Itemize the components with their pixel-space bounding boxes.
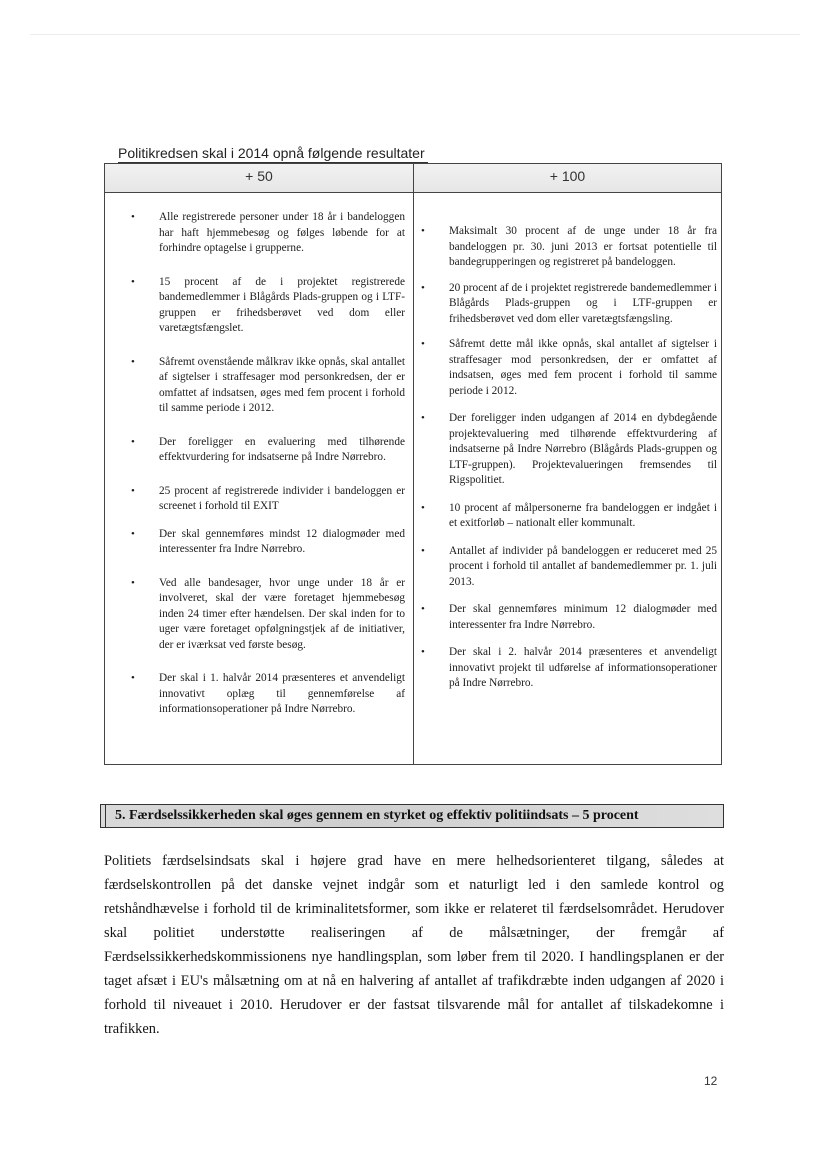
section-heading-box — [100, 804, 724, 828]
bullet-icon: • — [421, 412, 425, 424]
list-item-text: 15 procent af de i projektet registrerede bandemedlemmer i Blågårds Plads-gruppen og i LTF-gruppen er frihedsberøvet ved dom eller varetægtsfængslet. — [159, 275, 405, 334]
list-item-text: 10 procent af målpersonerne fra bandeloggen er indgået i et exitforløb – nationalt eller kommunalt. — [449, 501, 717, 529]
list-item-text: Der skal gennemføres minimum 12 dialogmøder med interessenter fra Indre Nørrebro. — [449, 603, 717, 631]
list-item-text: Såfremt dette mål ikke opnås, skal antallet af sigtelser i straffesager mod personkredsen, der er omfattet af indsatsen, øges med fem procent i forhold til samme periode i 2012. — [449, 338, 717, 397]
list-item — [129, 527, 405, 558]
bullet-icon: • — [131, 435, 135, 448]
list-item — [419, 224, 717, 271]
column-header-plus-100: + 100 — [549, 168, 586, 184]
list-item-text: Der foreligger en evaluering med tilhørende effektvurdering for indsatserne på Indre Nørrebro. — [159, 435, 405, 463]
list-item-text: Såfremt ovenstående målkrav ikke opnås, skal antallet af sigtelser i straffesager mod personkredsen, der er omfattet af indsatsen, øges med fem procent i forhold til samme periode i 2012. — [159, 355, 405, 414]
list-item-text: Der skal i 1. halvår 2014 præsenteres et anvendeligt innovativt oplæg til gennemførelse af informationsoperationer på Indre Nørrebro. — [159, 672, 405, 715]
page-number: 12 — [704, 1074, 718, 1088]
list-item-text: Ved alle bandesager, hvor unge under 18 år er involveret, skal der være foretaget hjemmebesøg inden 24 timer efter hændelsen. Der skal inden for to uger være foretaget opfølgningstjek af de initiativer, der er iværksat ved første besøg. — [159, 576, 405, 651]
left-bullet-list — [129, 210, 405, 718]
list-item — [419, 411, 717, 489]
bullet-icon: • — [131, 275, 135, 288]
list-item — [419, 337, 717, 399]
bullet-icon: • — [421, 646, 425, 658]
list-item — [419, 602, 717, 633]
list-item-text: 20 procent af de i projektet registrerede bandemedlemmer i Blågårds Plads-gruppen og i LTF-gruppen er frihedsberøvet ved dom eller varetægtsfængsling. — [449, 281, 717, 325]
list-item — [419, 544, 717, 591]
list-item — [419, 645, 717, 692]
list-item-text: Der skal gennemføres mindst 12 dialogmøder med interessenter fra Indre Nørrebro. — [159, 527, 405, 555]
body-paragraph: Politiets færdselsindsats skal i højere grad have en mere helhedsorienteret tilgang, således at færdselskontrollen på det danske vejnet indgår som et naturligt led i den samlede kontrol og retshåndhævelse i forhold til de kriminalitetsformer, som ikke er relateret til færdselsområdet. Herudover skal politiet understøtte realiseringen af de målsætninger, der fremgår af Færdselssikkerhedskommissionens nye handlingsplan, som løber frem til 2020. I handlingsplanen er der taget afsæt i EU's målsætning om at nå en halvering af antallet af trafikdræbte inden udgangen af 2020 i forhold til niveauet i 2010. Herudover er der fastsat tilsvarende mål for antallet af tilskadekomne i trafikken. — [104, 853, 724, 1037]
bullet-icon: • — [421, 603, 425, 615]
list-item — [129, 484, 405, 515]
list-item-text: 25 procent af registrerede individer i bandeloggen er screenet i forhold til EXIT — [159, 484, 405, 512]
list-item — [129, 435, 405, 466]
list-item — [129, 355, 405, 417]
bullet-icon: • — [421, 501, 425, 514]
column-plus-100 — [419, 194, 717, 692]
list-item — [419, 281, 717, 328]
column-header-plus-50: + 50 — [245, 168, 273, 184]
list-item-text: Der foreligger inden udgangen af 2014 en dybdegående projektevaluering med tilhørende effektvurdering af indsatserne på Indre Nørrebro (Blågårds Plads-gruppen og LTF-gruppen). Projektevalueringen fremsendes til Rigspolitiet. — [449, 412, 717, 486]
bullet-icon: • — [131, 355, 135, 368]
list-item — [419, 501, 717, 532]
list-item-text: Antallet af individer på bandeloggen er reduceret med 25 procent i forhold til antallet af bandemedlemmer pr. 1. juli 2013. — [449, 544, 717, 588]
list-item-text: Maksimalt 30 procent af de unge under 18 år fra bandeloggen pr. 30. juni 2013 er fortsat potentielle til bandegrupperingen og registreret på bandeloggen. — [449, 225, 717, 268]
section-box-rule — [105, 805, 106, 827]
bullet-icon: • — [131, 672, 135, 684]
list-item-text: Der skal i 2. halvår 2014 præsenteres et anvendeligt innovativt projekt til udførelse af informationsoperationer på Indre Nørrebro. — [449, 646, 717, 689]
section-heading: 5. Færdselssikkerheden skal øges gennem en styrket og effektiv politiindsats – 5 procent — [115, 808, 639, 823]
list-item — [129, 210, 405, 257]
results-table — [104, 163, 722, 765]
list-item — [129, 576, 405, 654]
bullet-icon: • — [421, 544, 425, 557]
column-divider — [413, 164, 414, 764]
bullet-icon: • — [421, 338, 425, 350]
bullet-icon: • — [421, 281, 425, 294]
table-caption: Politikredsen skal i 2014 opnå følgende resultater — [118, 145, 428, 163]
bullet-icon: • — [131, 211, 135, 223]
bullet-icon: • — [131, 484, 135, 497]
bullet-icon: • — [131, 576, 135, 589]
list-item-text: Alle registrerede personer under 18 år i bandeloggen har haft hjemmebesøg og følges løbende for at forhindre optagelse i grupperne. — [159, 211, 405, 254]
list-item — [129, 275, 405, 337]
bullet-icon: • — [421, 225, 425, 237]
scan-top-line — [30, 34, 800, 35]
list-item — [129, 671, 405, 718]
right-bullet-list — [419, 224, 717, 692]
bullet-icon: • — [131, 527, 135, 540]
column-plus-50 — [129, 194, 405, 718]
